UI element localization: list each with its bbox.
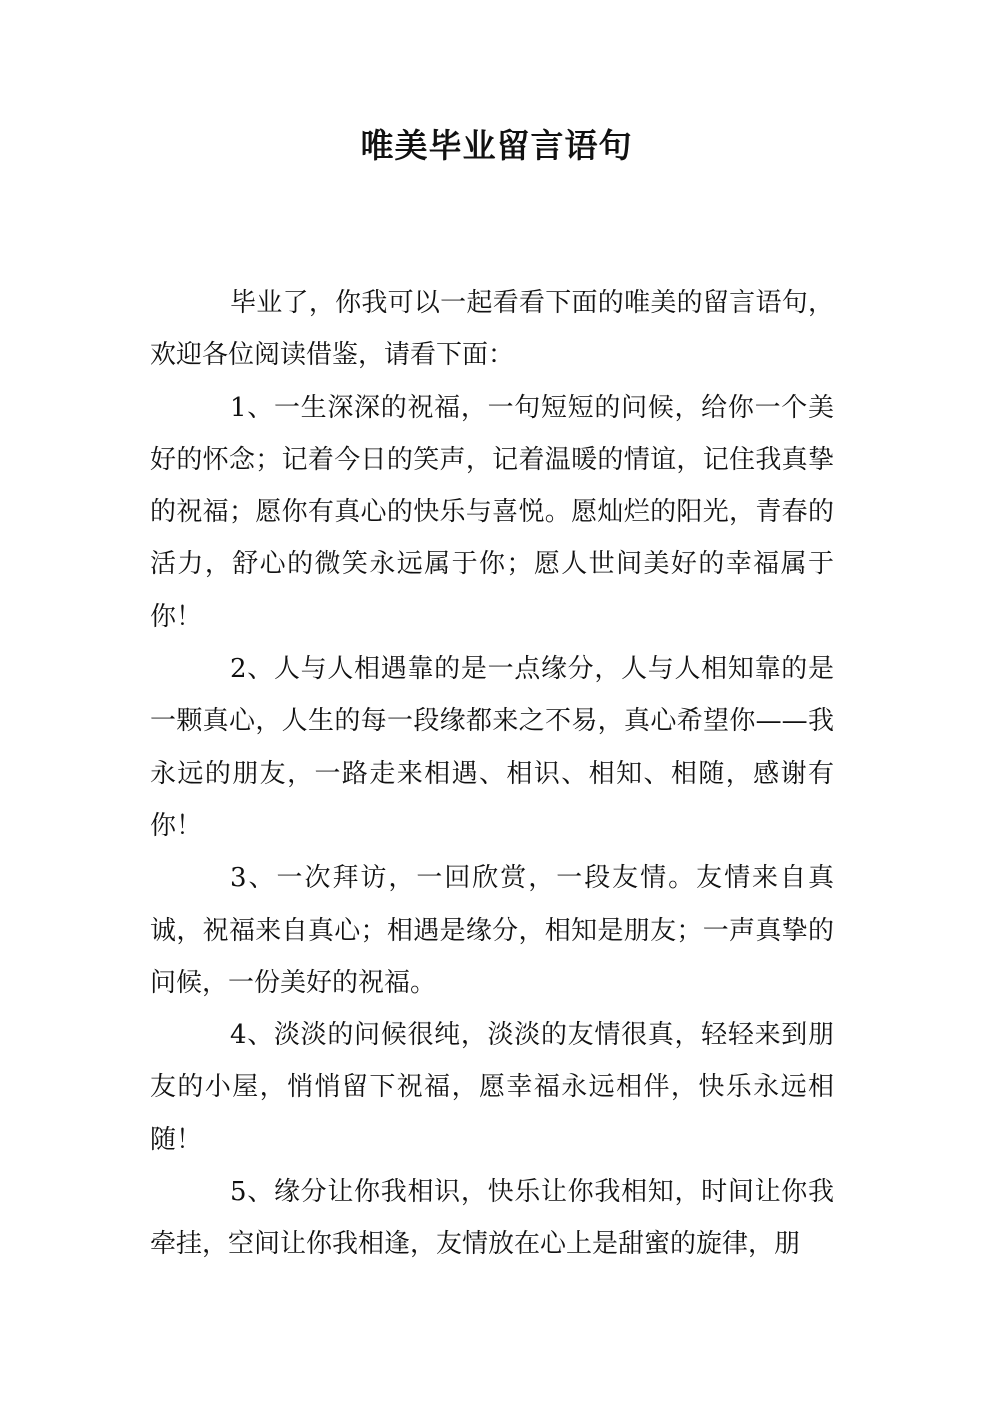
document-body [150, 277, 834, 1271]
message-paragraph-2: 2、人与人相遇靠的是一点缘分，人与人相知靠的是一颗真心，人生的每一段缘都来之不易，真心希望你——我永远的朋友，一路走来相遇、相识、相知、相随，感谢有你！ [150, 654, 834, 841]
message-paragraph-4: 4、淡淡的问候很纯，淡淡的友情很真，轻轻来到朋友的小屋，悄悄留下祝福，愿幸福永远相伴，快乐永远相随！ [150, 1020, 834, 1155]
message-paragraph-5: 5、缘分让你我相识，快乐让你我相知，时间让你我牵挂，空间让你我相逢，友情放在心上是甜蜜的旋律，朋 [150, 1177, 834, 1260]
intro-paragraph: 毕业了，你我可以一起看看下面的唯美的留言语句，欢迎各位阅读借鉴，请看下面： [150, 288, 834, 371]
document-title: 唯美毕业留言语句 [360, 126, 633, 165]
message-paragraph-3: 3、一次拜访，一回欣赏，一段友情。友情来自真诚，祝福来自真心；相遇是缘分，相知是朋友；一声真挚的问候，一份美好的祝福。 [150, 863, 834, 998]
message-paragraph-1: 1、一生深深的祝福，一句短短的问候，给你一个美好的怀念；记着今日的笑声，记着温暖的情谊，记住我真挚的祝福；愿你有真心的快乐与喜悦。愿灿烂的阳光，青春的活力，舒心的微笑永远属于你；愿人世间美好的幸福属于你！ [150, 392, 834, 632]
